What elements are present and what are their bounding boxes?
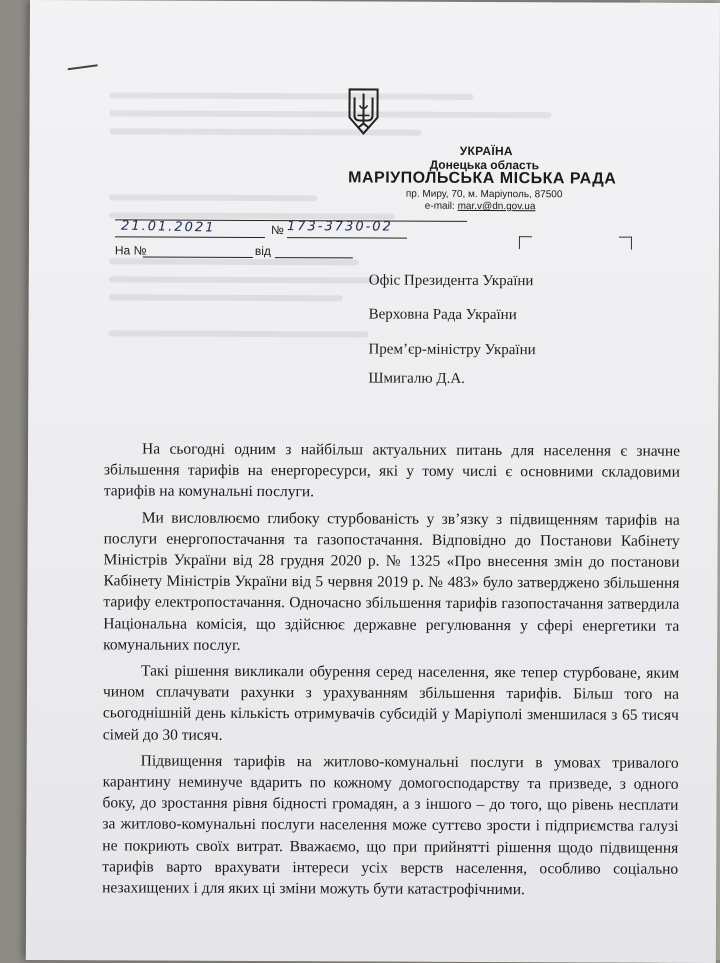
reply-date-line [275, 257, 353, 258]
number-underline [287, 237, 407, 239]
registration-number: 173-3730-02 [286, 219, 393, 235]
address-bracket-right [619, 237, 632, 250]
body-paragraph: На сьогодні одним з найбільш актуальних питань для населення є значне збільшення тарифів на енергоресурси, які у тому числі є основними складовими тарифів на комунальні послуги. [103, 440, 681, 501]
reply-from-label: від [254, 243, 271, 259]
addressee-line: Прем’єр-міністру України [368, 341, 536, 359]
email-link[interactable]: mar.v@dn.gov.ua [457, 200, 536, 213]
letterhead-email-line [135, 199, 720, 213]
pen-mark [68, 64, 98, 70]
trident-icon [345, 87, 381, 135]
body-paragraph: Підвищення тарифів на житлово-комунальні послуги в умовах тривалого карантину неминуче вдарить по кожному домогосподарству та призведе, з одного боку, до зростання рівня бідності громадян, а з іншого – до того, що рівень несплати за житлово-комунальні послуги населення може суттєво зрости і підприємства галузі не покриють своїх витрат. Вважаємо, що при прийнятті рішення щодо підвищення тарифів варто врахувати інтереси усіх верств населення, особливо соціально незахищених і для яких ці зміни можуть бути катастрофічними. [102, 752, 679, 899]
letter-page [26, 0, 720, 963]
addressee-line: Офіс Президента України [368, 272, 534, 290]
address-bracket-left [519, 236, 532, 249]
email-label: e-mail: [424, 200, 458, 212]
reply-to-label: На № [114, 243, 147, 258]
letterhead-country: УКРАЇНА [459, 143, 513, 159]
letterhead-address: пр. Миру, 70, м. Маріуполь, 87500 [405, 188, 563, 201]
addressee-line: Шмигалю Д.А. [368, 370, 465, 387]
body-paragraph: Ми висловлюємо глибоку стурбованість у зв’язку з підвищенням тарифів на послуги енергопостачання та газопостачання. Відповідно до Постанови Кабінету Міністрів України від 28 грудня 2020 р. № 1325 «Про внесення змін до постанови Кабінету Міністрів України від 5 червня 2019 р. № 483» було затверджено збільшення тарифу електропостачання. Одночасно збільшення тарифів газопостачання затвердила Національна комісія, що здійснює державне регулювання у сфері енергетики та комунальних послуг. [103, 509, 680, 654]
letterhead-council: МАРІУПОЛЬСЬКА МІСЬКА РАДА [348, 169, 617, 188]
registration-date: 21.01.2021 [120, 218, 216, 236]
body-paragraph: Такі рішення викликали обурення серед населення, яке тепер стурбоване, яким чином сплачувати рахунки з урахуванням збільшення тарифів. Більш того на сьогоднішній день кількість отримувачів субсидій у Маріуполі зменшилася з 65 тисяч сімей до 30 тисяч. [102, 662, 680, 744]
registration-number-label: № [270, 223, 284, 238]
addressee-line: Верховна Рада України [368, 306, 517, 324]
date-underline [115, 236, 265, 238]
reply-number-line [143, 256, 253, 257]
letterhead-region: Донецька область [429, 157, 540, 173]
letter-body [102, 438, 680, 906]
